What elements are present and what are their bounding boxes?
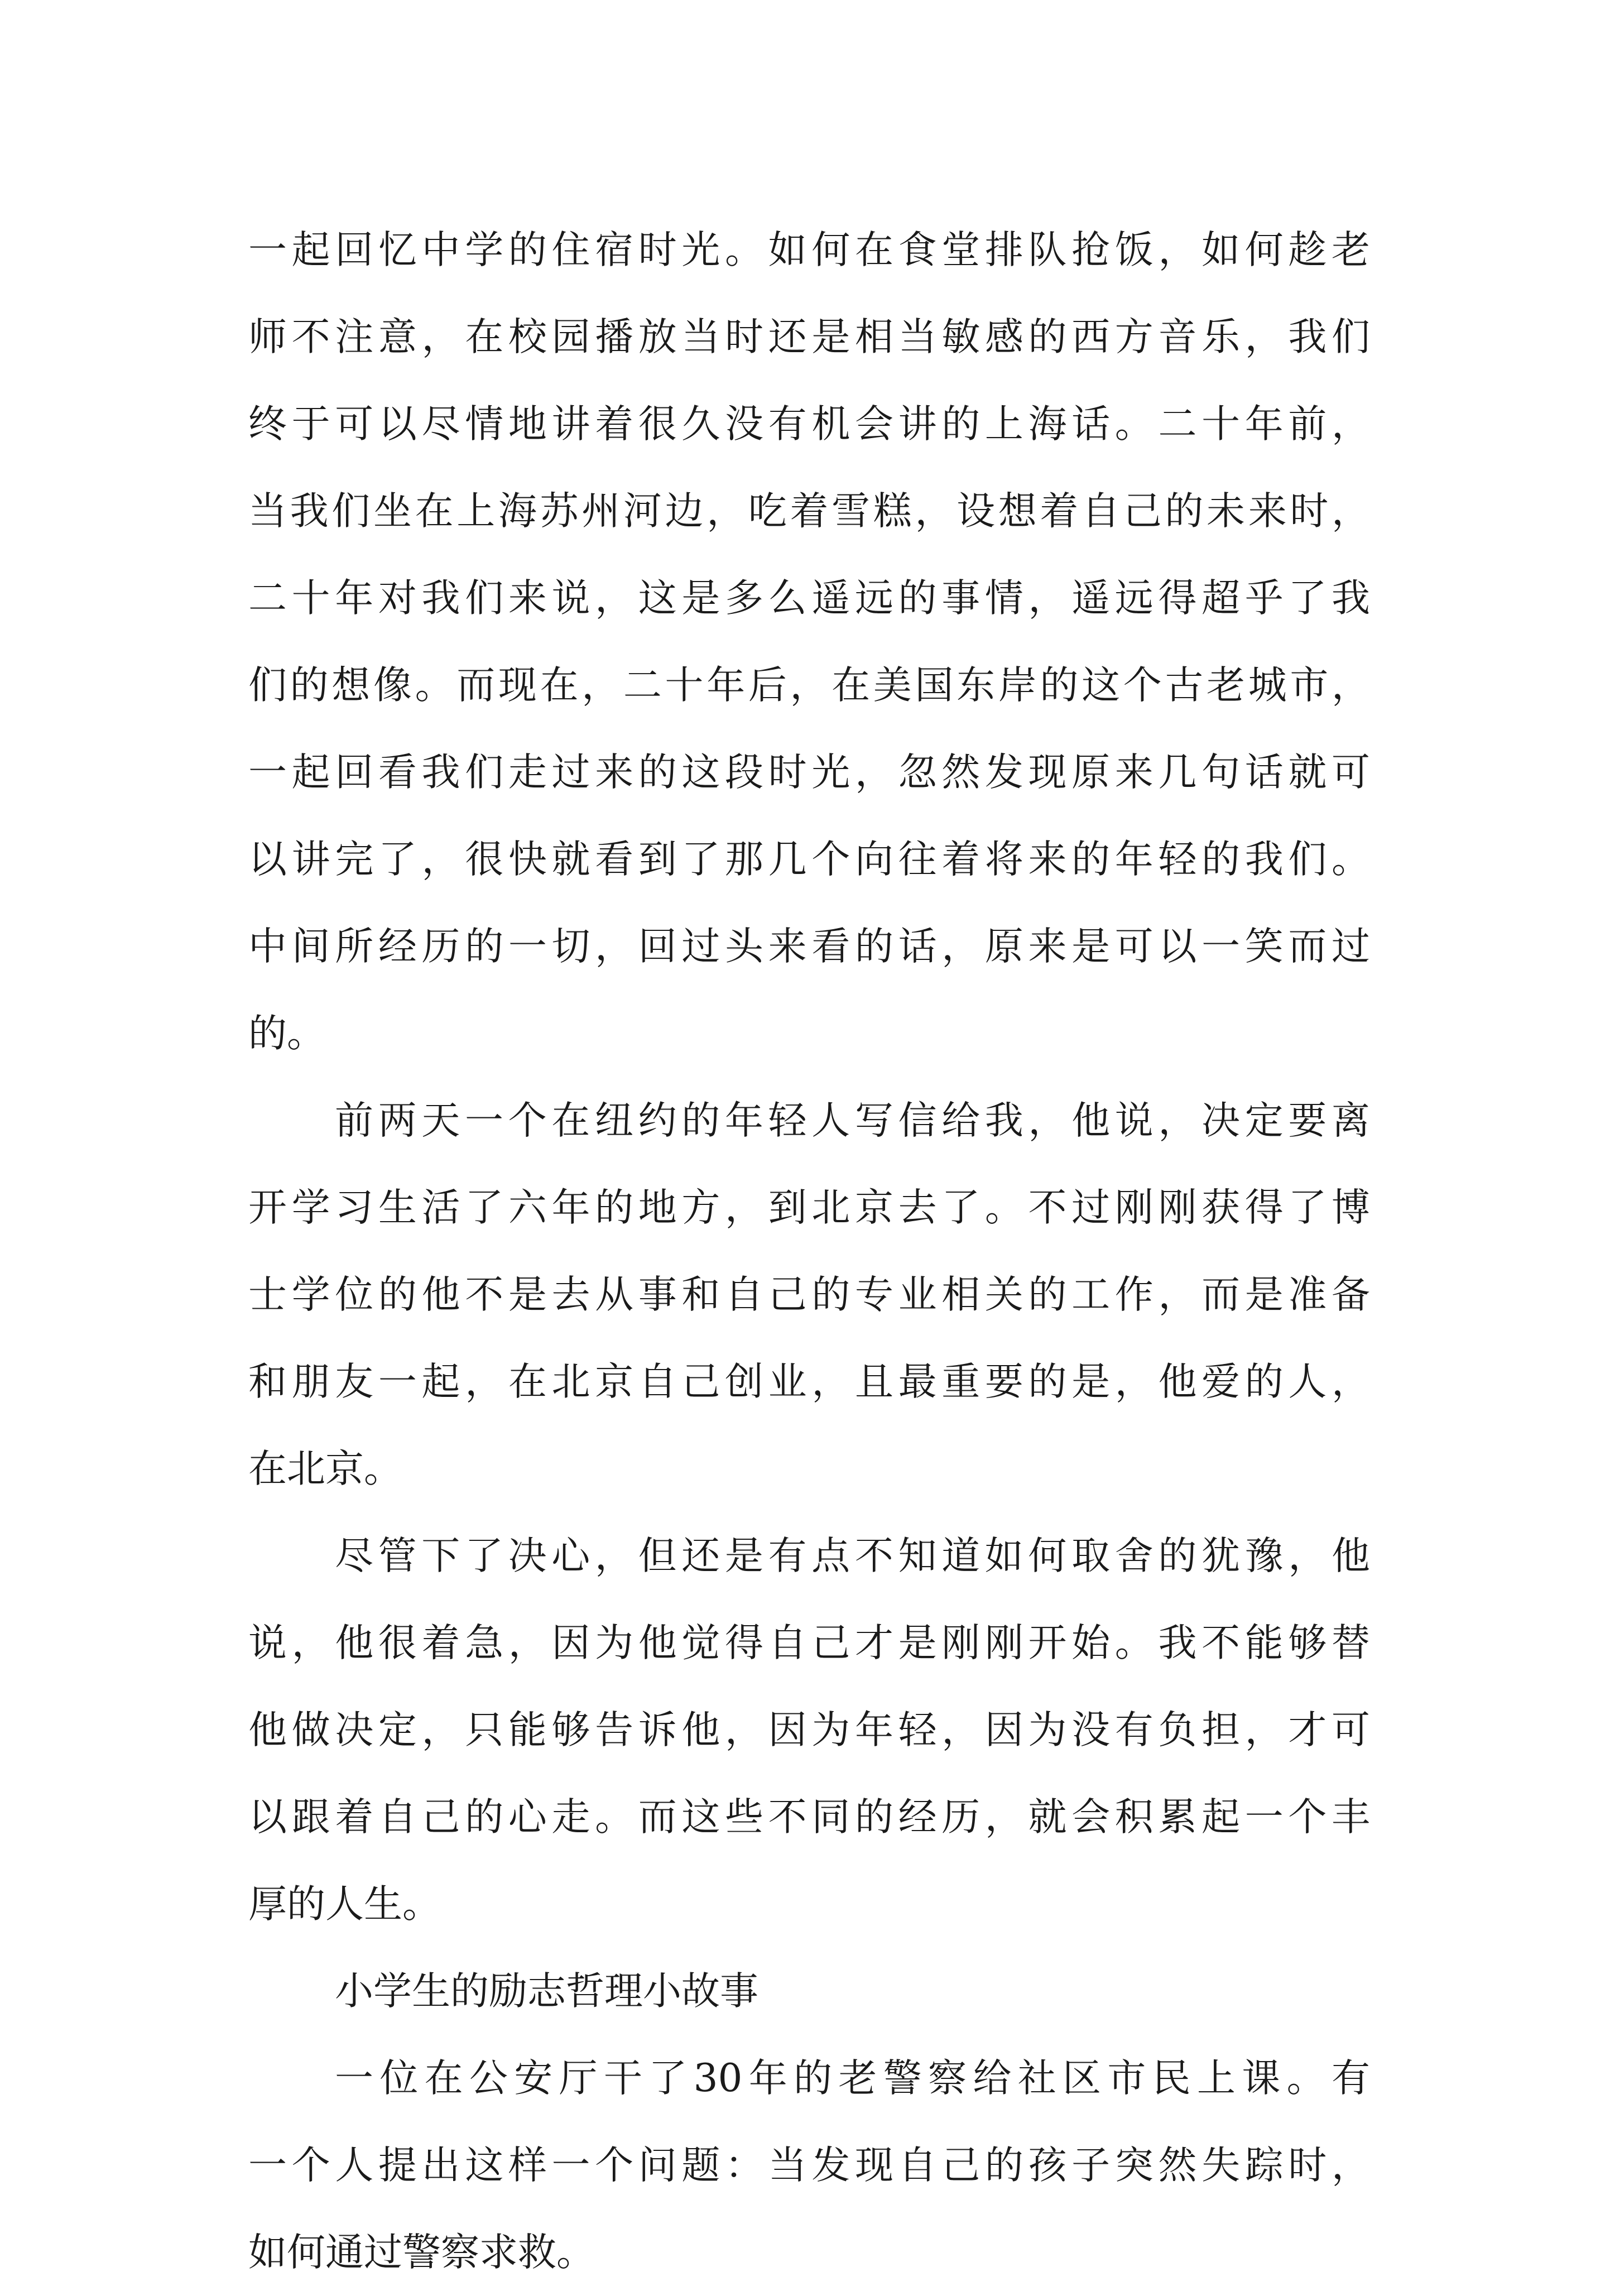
text-line: 一起回忆中学的住宿时光。如何在食堂排队抢饭，如何趁老 [248,228,1370,272]
text-line: 师不注意，在校园播放当时还是相当敏感的西方音乐，我们 [248,315,1370,359]
text-line: 如何通过警察求救。 [248,2230,595,2275]
text-line: 当我们坐在上海苏州河边，吃着雪糕，设想着自己的未来时， [248,489,1370,534]
text-line: 开学习生活了六年的地方，到北京去了。不过刚刚获得了博 [248,1185,1370,1230]
text-line: 一位在公安厅干了30年的老警察给社区市民上课。有 [335,2056,1370,2101]
text-line: 中间所经历的一切，回过头来看的话，原来是可以一笑而过 [248,924,1370,969]
body-text [248,206,1370,2296]
text-line: 二十年对我们来说，这是多么遥远的事情，遥远得超乎了我 [248,576,1370,621]
text-line: 一个人提出这样一个问题：当发现自己的孩子突然失踪时， [248,2143,1370,2188]
text-line: 终于可以尽情地讲着很久没有机会讲的上海话。二十年前， [248,402,1370,446]
text-line: 以跟着自己的心走。而这些不同的经历，就会积累起一个丰 [248,1795,1370,1839]
text-line: 的。 [248,1011,325,1056]
text-line: 尽管下了决心，但还是有点不知道如何取舍的犹豫，他 [335,1534,1370,1578]
text-line: 一起回看我们走过来的这段时光，忽然发现原来几句话就可 [248,750,1370,795]
text-line: 他做决定，只能够告诉他，因为年轻，因为没有负担，才可 [248,1708,1370,1752]
text-line: 厚的人生。 [248,1882,441,1927]
text-line: 们的想像。而现在，二十年后，在美国东岸的这个古老城市， [248,663,1370,708]
text-line: 说，他很着急，因为他觉得自己才是刚刚开始。我不能够替 [248,1621,1370,1665]
text-line: 前两天一个在纽约的年轻人写信给我，他说，决定要离 [335,1098,1370,1143]
section-title: 小学生的励志哲理小故事 [335,1969,758,2014]
text-line: 以讲完了，很快就看到了那几个向往着将来的年轻的我们。 [248,837,1370,882]
text-line: 在北京。 [248,1447,402,1491]
text-line: 和朋友一起，在北京自己创业，且最重要的是，他爱的人， [248,1360,1370,1404]
text-line: 士学位的他不是去从事和自己的专业相关的工作，而是准备 [248,1272,1370,1317]
